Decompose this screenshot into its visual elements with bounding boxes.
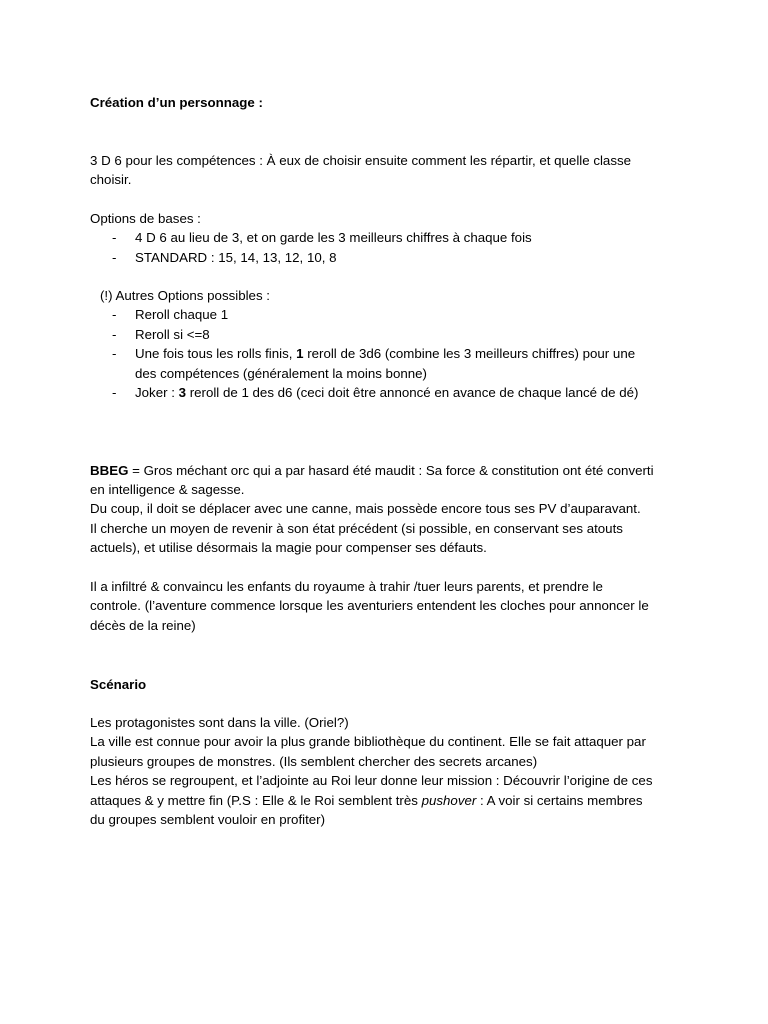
infiltration-line: Il a infiltré & convaincu les enfants du royaume à trahir /tuer leurs parents, et prendre le — [90, 579, 603, 594]
pushover-emphasis: pushover — [421, 793, 477, 808]
infiltration-line: décès de la reine) — [90, 618, 196, 633]
scenario-line: plusieurs groupes de monstres. (Ils semblent chercher des secrets arcanes) — [90, 754, 538, 769]
list-item-text: 4 D 6 au lieu de 3, et on garde les 3 meilleurs chiffres à chaque fois — [135, 230, 532, 245]
bbeg-label: BBEG — [90, 463, 129, 478]
list-item-text: STANDARD : 15, 14, 13, 12, 10, 8 — [135, 250, 337, 265]
infiltration-line: controle. (l’aventure commence lorsque les aventuriers entendent les cloches pour annoncer le — [90, 598, 649, 613]
other-options-label: (!) Autres Options possibles : — [100, 288, 270, 303]
bbeg-line: actuels), et utilise désormais la magie pour compenser ses défauts. — [90, 540, 487, 555]
page-title: Création d’un personnage : — [90, 95, 263, 110]
scenario-line: Les héros se regroupent, et l’adjointe au Roi leur donne leur mission : Découvrir l’origine de ces — [90, 773, 653, 788]
list-item-text: Reroll si <=8 — [135, 327, 210, 342]
scenario-line: Les protagonistes sont dans la ville. (Oriel?) — [90, 715, 349, 730]
bbeg-line: BBEG = Gros méchant orc qui a par hasard été maudit : Sa force & constitution ont été converti — [90, 463, 654, 478]
list-item-text: Une fois tous les rolls finis, 1 reroll de 3d6 (combine les 3 meilleurs chiffres) pour une — [135, 346, 636, 361]
bullet-dash: - — [112, 250, 117, 265]
list-item-text: Joker : 3 reroll de 1 des d6 (ceci doit être annoncé en avance de chaque lancé de dé) — [135, 385, 639, 400]
bullet-dash: - — [112, 385, 117, 400]
scenario-line: La ville est connue pour avoir la plus grande bibliothèque du continent. Elle se fait attaquer par — [90, 734, 646, 749]
dice-paragraph-line: choisir. — [90, 172, 132, 187]
options-label: Options de bases : — [90, 211, 201, 226]
list-item-text: des compétences (généralement la moins bonne) — [135, 366, 427, 381]
scenario-line: du groupes semblent vouloir en profiter) — [90, 812, 326, 827]
bullet-dash: - — [112, 230, 117, 245]
bullet-dash: - — [112, 307, 117, 322]
bullet-dash: - — [112, 327, 117, 342]
bullet-dash: - — [112, 346, 117, 361]
scenario-line: attaques & y mettre fin (P.S : Elle & le Roi semblent très pushover : A voir si certains membres — [90, 793, 643, 808]
bbeg-line: Il cherche un moyen de revenir à son état précédent (si possible, en conservant ses atouts — [90, 521, 623, 536]
scenario-heading: Scénario — [90, 677, 147, 692]
bbeg-line: Du coup, il doit se déplacer avec une canne, mais possède encore tous ses PV d’auparavant. — [90, 501, 641, 516]
dice-paragraph-line: 3 D 6 pour les compétences : À eux de choisir ensuite comment les répartir, et quelle classe — [90, 153, 632, 168]
list-item-text: Reroll chaque 1 — [135, 307, 229, 322]
bbeg-line: en intelligence & sagesse. — [90, 482, 245, 497]
